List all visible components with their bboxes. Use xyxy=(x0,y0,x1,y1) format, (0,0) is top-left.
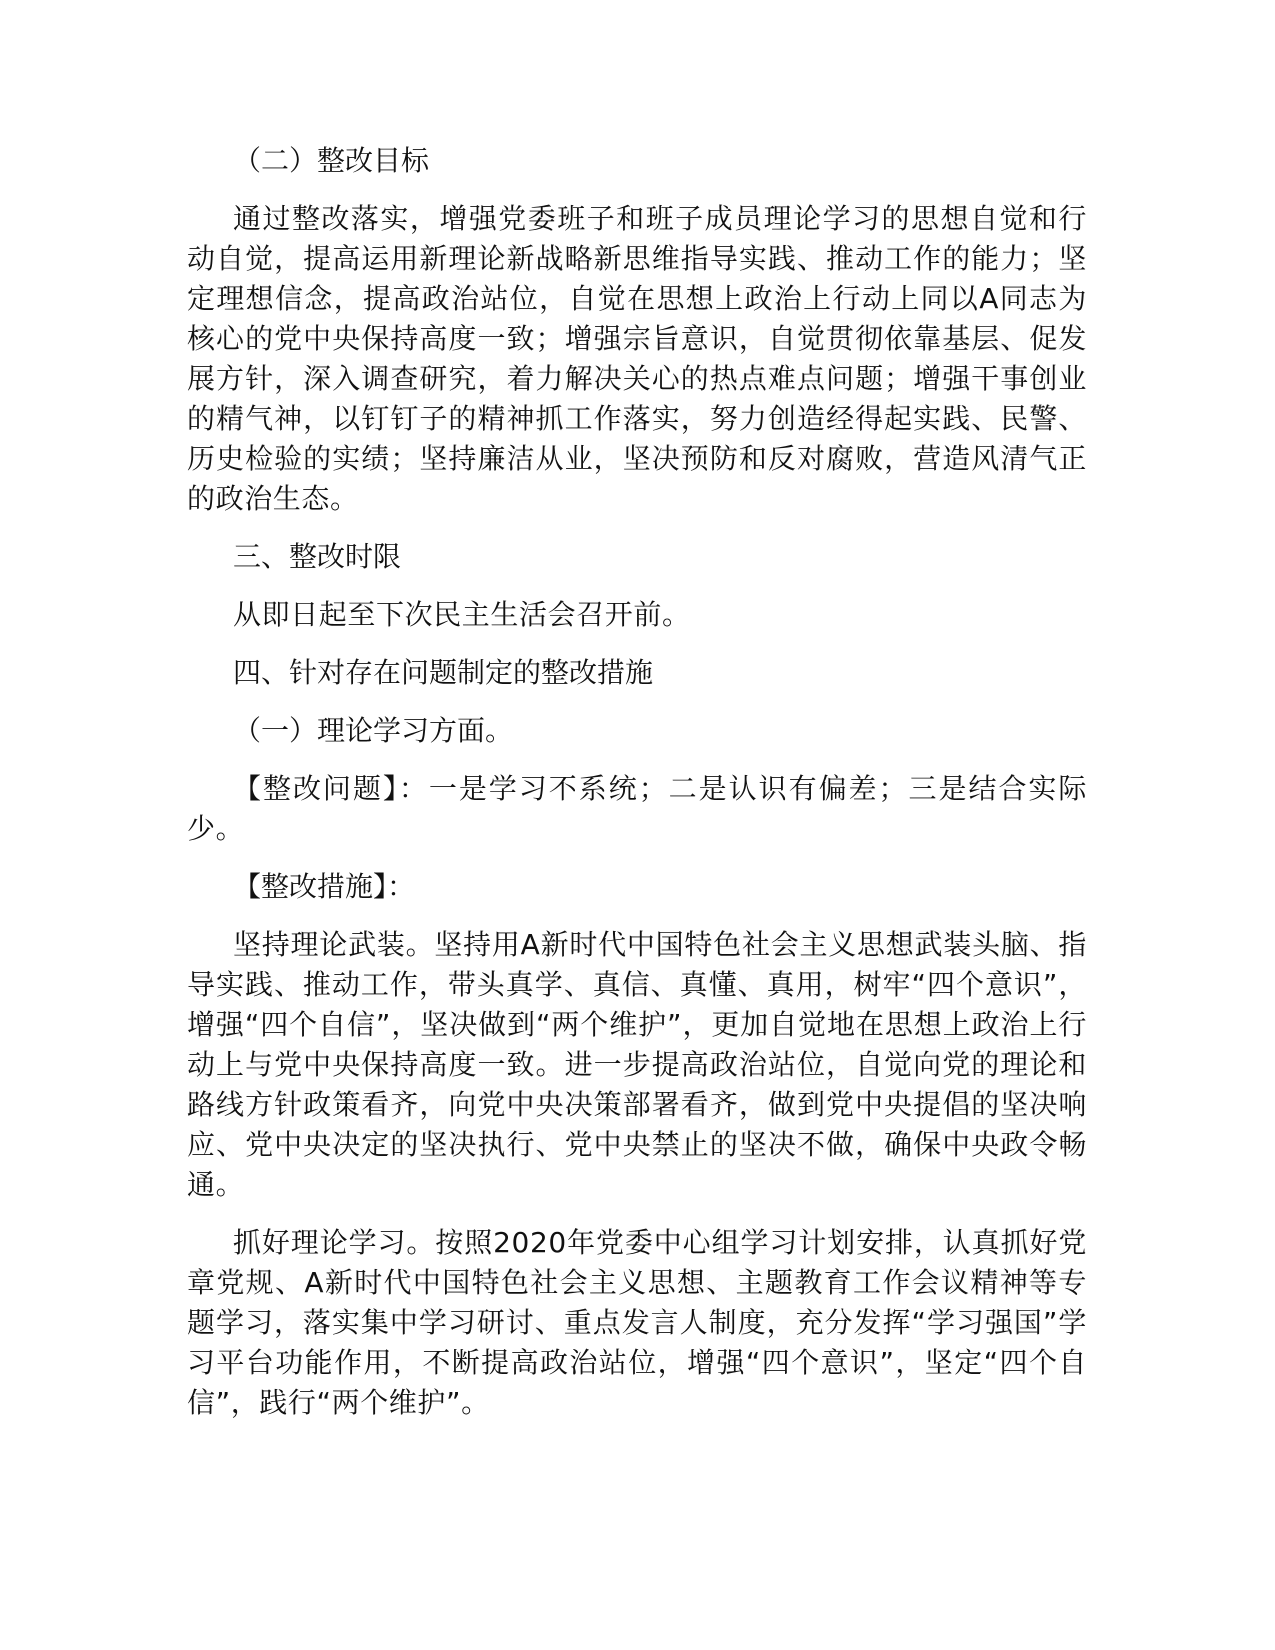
section-heading-time-limit: 三、整改时限 xyxy=(233,540,402,573)
section-heading-measures: 四、针对存在问题制定的整改措施 xyxy=(233,656,654,689)
paragraph-theory-armament: 坚持理论武装。坚持用A新时代中国特色社会主义思想武装头脑、指导实践、推动工作，带头真学、真信、真懂、真用，树牢“四个意识”，增强“四个自信”，坚决做到“两个维护”，更加自觉地在思想上政治上行动上与党中央保持高度一致。进一步提高政治站位，自觉向党的理论和路线方针政策看齐，向党中央决策部署看齐，做到党中央提倡的坚决响应、党中央决定的坚决执行、党中央禁止的坚决不做，确保中央政令畅通。 xyxy=(187,928,1087,1201)
paragraph-problems: 【整改问题】：一是学习不系统；二是认识有偏差；三是结合实际少。 xyxy=(187,772,1087,845)
document-body xyxy=(187,141,1087,1441)
section-heading-rectification-goals: （二）整改目标 xyxy=(233,144,430,177)
paragraph-measures-label: 【整改措施】： xyxy=(233,870,416,903)
paragraph-theory-study: 抓好理论学习。按照2020年党委中心组学习计划安排，认真抓好党章党规、A新时代中国特色社会主义思想、主题教育工作会议精神等专题学习，落实集中学习研讨、重点发言人制度，充分发挥“学习强国”学习平台功能作用，不断提高政治站位，增强“四个意识”，坚定“四个自信”，践行“两个维护”。 xyxy=(187,1226,1087,1419)
paragraph-goals: 通过整改落实，增强党委班子和班子成员理论学习的思想自觉和行动自觉，提高运用新理论新战略新思维指导实践、推动工作的能力；坚定理想信念，提高政治站位，自觉在思想上政治上行动上同以A同志为核心的党中央保持高度一致；增强宗旨意识，自觉贯彻依靠基层、促发展方针，深入调查研究，着力解决关心的热点难点问题；增强干事创业的精气神，以钉钉子的精神抓工作落实，努力创造经得起实践、民警、历史检验的实绩；坚持廉洁从业，坚决预防和反对腐败，营造风清气正的政治生态。 xyxy=(187,202,1087,515)
paragraph-time-limit: 从即日起至下次民主生活会召开前。 xyxy=(233,598,691,631)
subsection-heading-theory-study: （一）理论学习方面。 xyxy=(233,714,514,747)
